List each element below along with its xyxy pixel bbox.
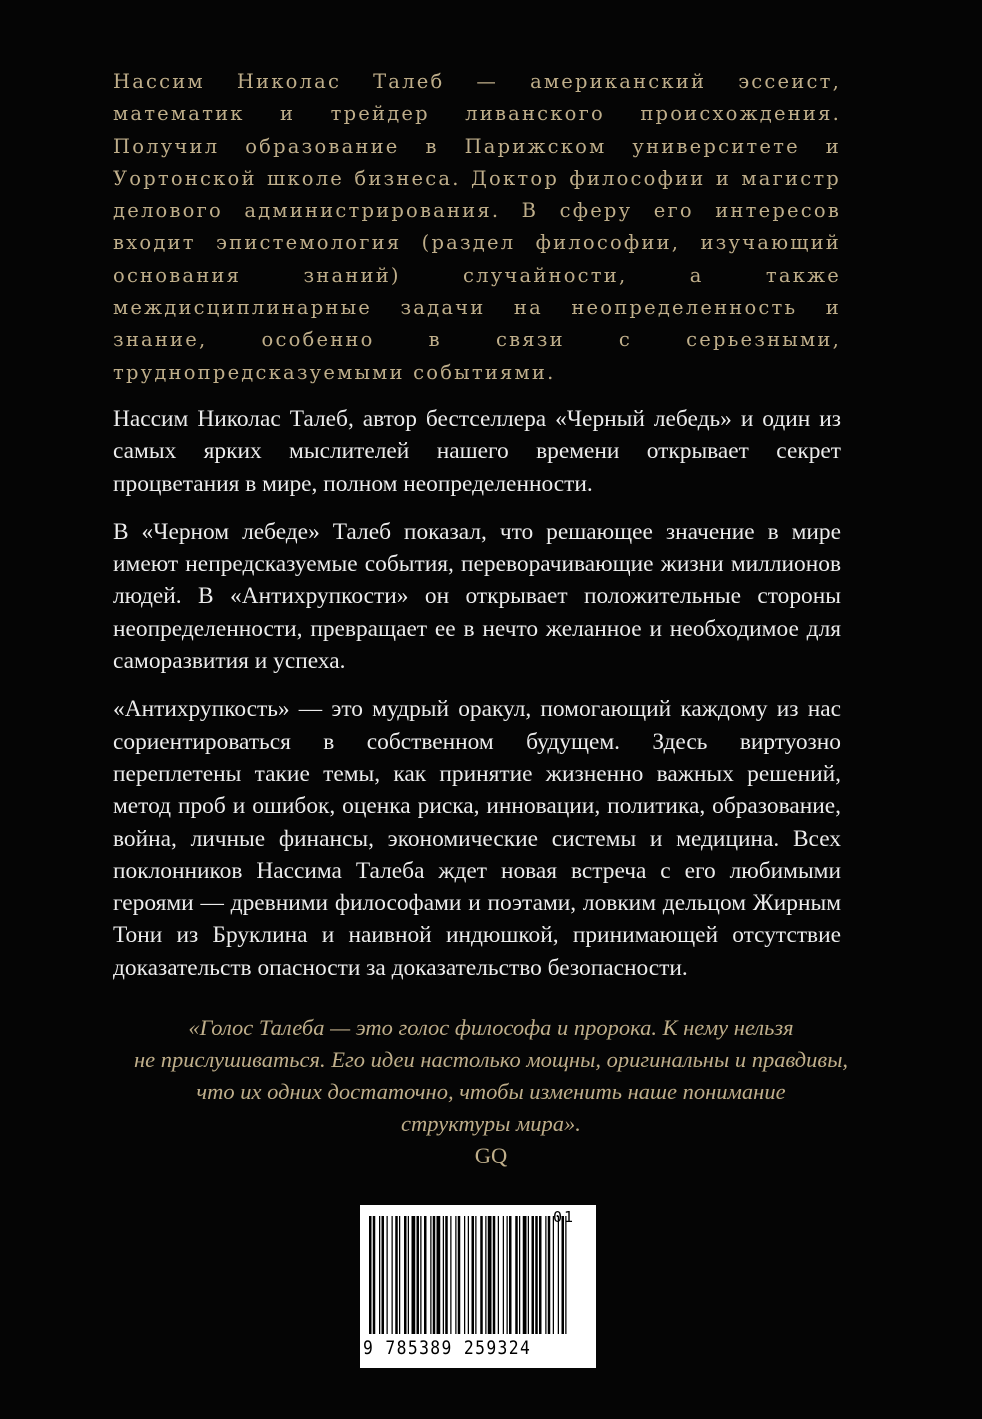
barcode-bar	[535, 1216, 538, 1334]
isbn-barcode	[360, 1205, 596, 1368]
description-paragraph-1: Нассим Николас Талеб, автор бестселлера «Черный лебедь» и один из самых ярких мыслителей нашего времени открывает секрет процветания в мире, полном неопределенности.	[113, 406, 841, 497]
barcode-bar	[382, 1216, 385, 1334]
quote-line-1: «Голос Талеба — это голос философа и пророка. К нему нельзя	[188, 1015, 794, 1040]
barcode-bar	[433, 1216, 436, 1334]
barcode-bar	[539, 1216, 542, 1334]
barcode-bar	[475, 1216, 476, 1334]
barcode-bar	[480, 1216, 483, 1334]
barcode-bar	[408, 1216, 409, 1334]
barcode-bar	[458, 1216, 461, 1334]
barcode-bar	[523, 1216, 527, 1334]
barcode-bar	[498, 1216, 499, 1334]
barcode-bar	[379, 1216, 380, 1334]
barcode-digits: 9 785389 259324	[363, 1337, 532, 1359]
barcode-bar	[515, 1216, 518, 1334]
barcode-bar	[369, 1216, 372, 1334]
barcode-bar	[395, 1216, 398, 1334]
barcode-bar	[468, 1216, 469, 1334]
quote-source: GQ	[474, 1143, 508, 1168]
quote-line-3: что их одних достаточно, чтобы изменить наше понимание	[196, 1079, 786, 1104]
barcode-bar	[443, 1216, 444, 1334]
barcode-bar	[503, 1216, 504, 1334]
barcode-bar	[472, 1216, 475, 1334]
barcode-bar	[399, 1216, 400, 1334]
barcode-bar	[562, 1216, 565, 1334]
barcode-bar	[445, 1216, 448, 1334]
barcode-bar	[548, 1216, 551, 1334]
barcode-bar	[455, 1216, 456, 1334]
barcode-bar	[532, 1216, 535, 1334]
quote-line-4: структуры мира».	[401, 1111, 581, 1136]
barcode-bar	[464, 1216, 465, 1334]
barcode-bar	[553, 1216, 554, 1334]
barcode-bar	[519, 1216, 520, 1334]
barcode-addon-digits: 01	[553, 1208, 576, 1226]
barcode-bar	[417, 1216, 420, 1334]
barcode-bar	[488, 1216, 492, 1334]
barcode-bar	[412, 1216, 416, 1334]
barcode-bar	[493, 1216, 496, 1334]
barcode-bar	[565, 1216, 566, 1334]
barcode-bar	[373, 1216, 376, 1334]
description-paragraph-2: В «Черном лебеде» Талеб показал, что решающее значение в мире имеют непредсказуемые события, переворачивающие жизни миллионов людей. В «Антихрупкости» он открывает положительные стороны неопределенности, превращает ее в нечто желанное и необходимое для саморазвития и успеха.	[113, 518, 841, 675]
barcode-bar	[387, 1216, 388, 1334]
barcode-bar	[450, 1216, 451, 1334]
barcode-bar	[437, 1216, 441, 1334]
quote-line-2: не прислушиваться. Его идеи настолько мощны, оригинальны и правдивы,	[133, 1047, 849, 1072]
barcode-bar	[485, 1216, 486, 1334]
barcode-bar	[545, 1216, 546, 1334]
barcode-bar	[404, 1216, 407, 1334]
barcode-bar	[507, 1216, 508, 1334]
barcode-bars-icon	[369, 1216, 567, 1334]
barcode-bar	[420, 1216, 421, 1334]
barcode-bar	[558, 1216, 559, 1334]
author-bio: Нассим Николас Талеб — американский эссеист, математик и трейдер ливанского происхождения. Получил образование в Парижском университете и Уортонской школе бизнеса. Доктор философии и магистр делового администрирования. В сферу его интересов входит эпистемология (раздел философии, изучающий основания знаний) случайности, а также междисциплинарные задачи на неопределенность и знание, особенно в связи с серьезными, труднопредсказуемыми событиями.	[113, 70, 841, 384]
barcode-bar	[509, 1216, 512, 1334]
description-paragraph-3: «Антихрупкость» — это мудрый оракул, помогающий каждому из нас сориентироваться в собственном будущем. Здесь виртуозно переплетены такие темы, как принятие жизненно важных решений, метод проб и ошибок, оценка риска, инновации, политика, образование, война, личные финансы, экономические системы и медицина. Всех поклонников Нассима Талеба ждет новая встреча с его любимыми героями — древними философами и поэтами, ловким дельцом Жирным Тони из Бруклина и наивной индюшкой, принимающей отсутствие доказательств опасности за доказательство безопасности.	[113, 696, 841, 981]
barcode-bar	[528, 1216, 529, 1334]
barcode-bar	[430, 1216, 431, 1334]
book-description	[113, 403, 841, 1000]
review-quote	[113, 1012, 869, 1140]
barcode-bar	[392, 1216, 393, 1334]
barcode-bar	[424, 1216, 427, 1334]
